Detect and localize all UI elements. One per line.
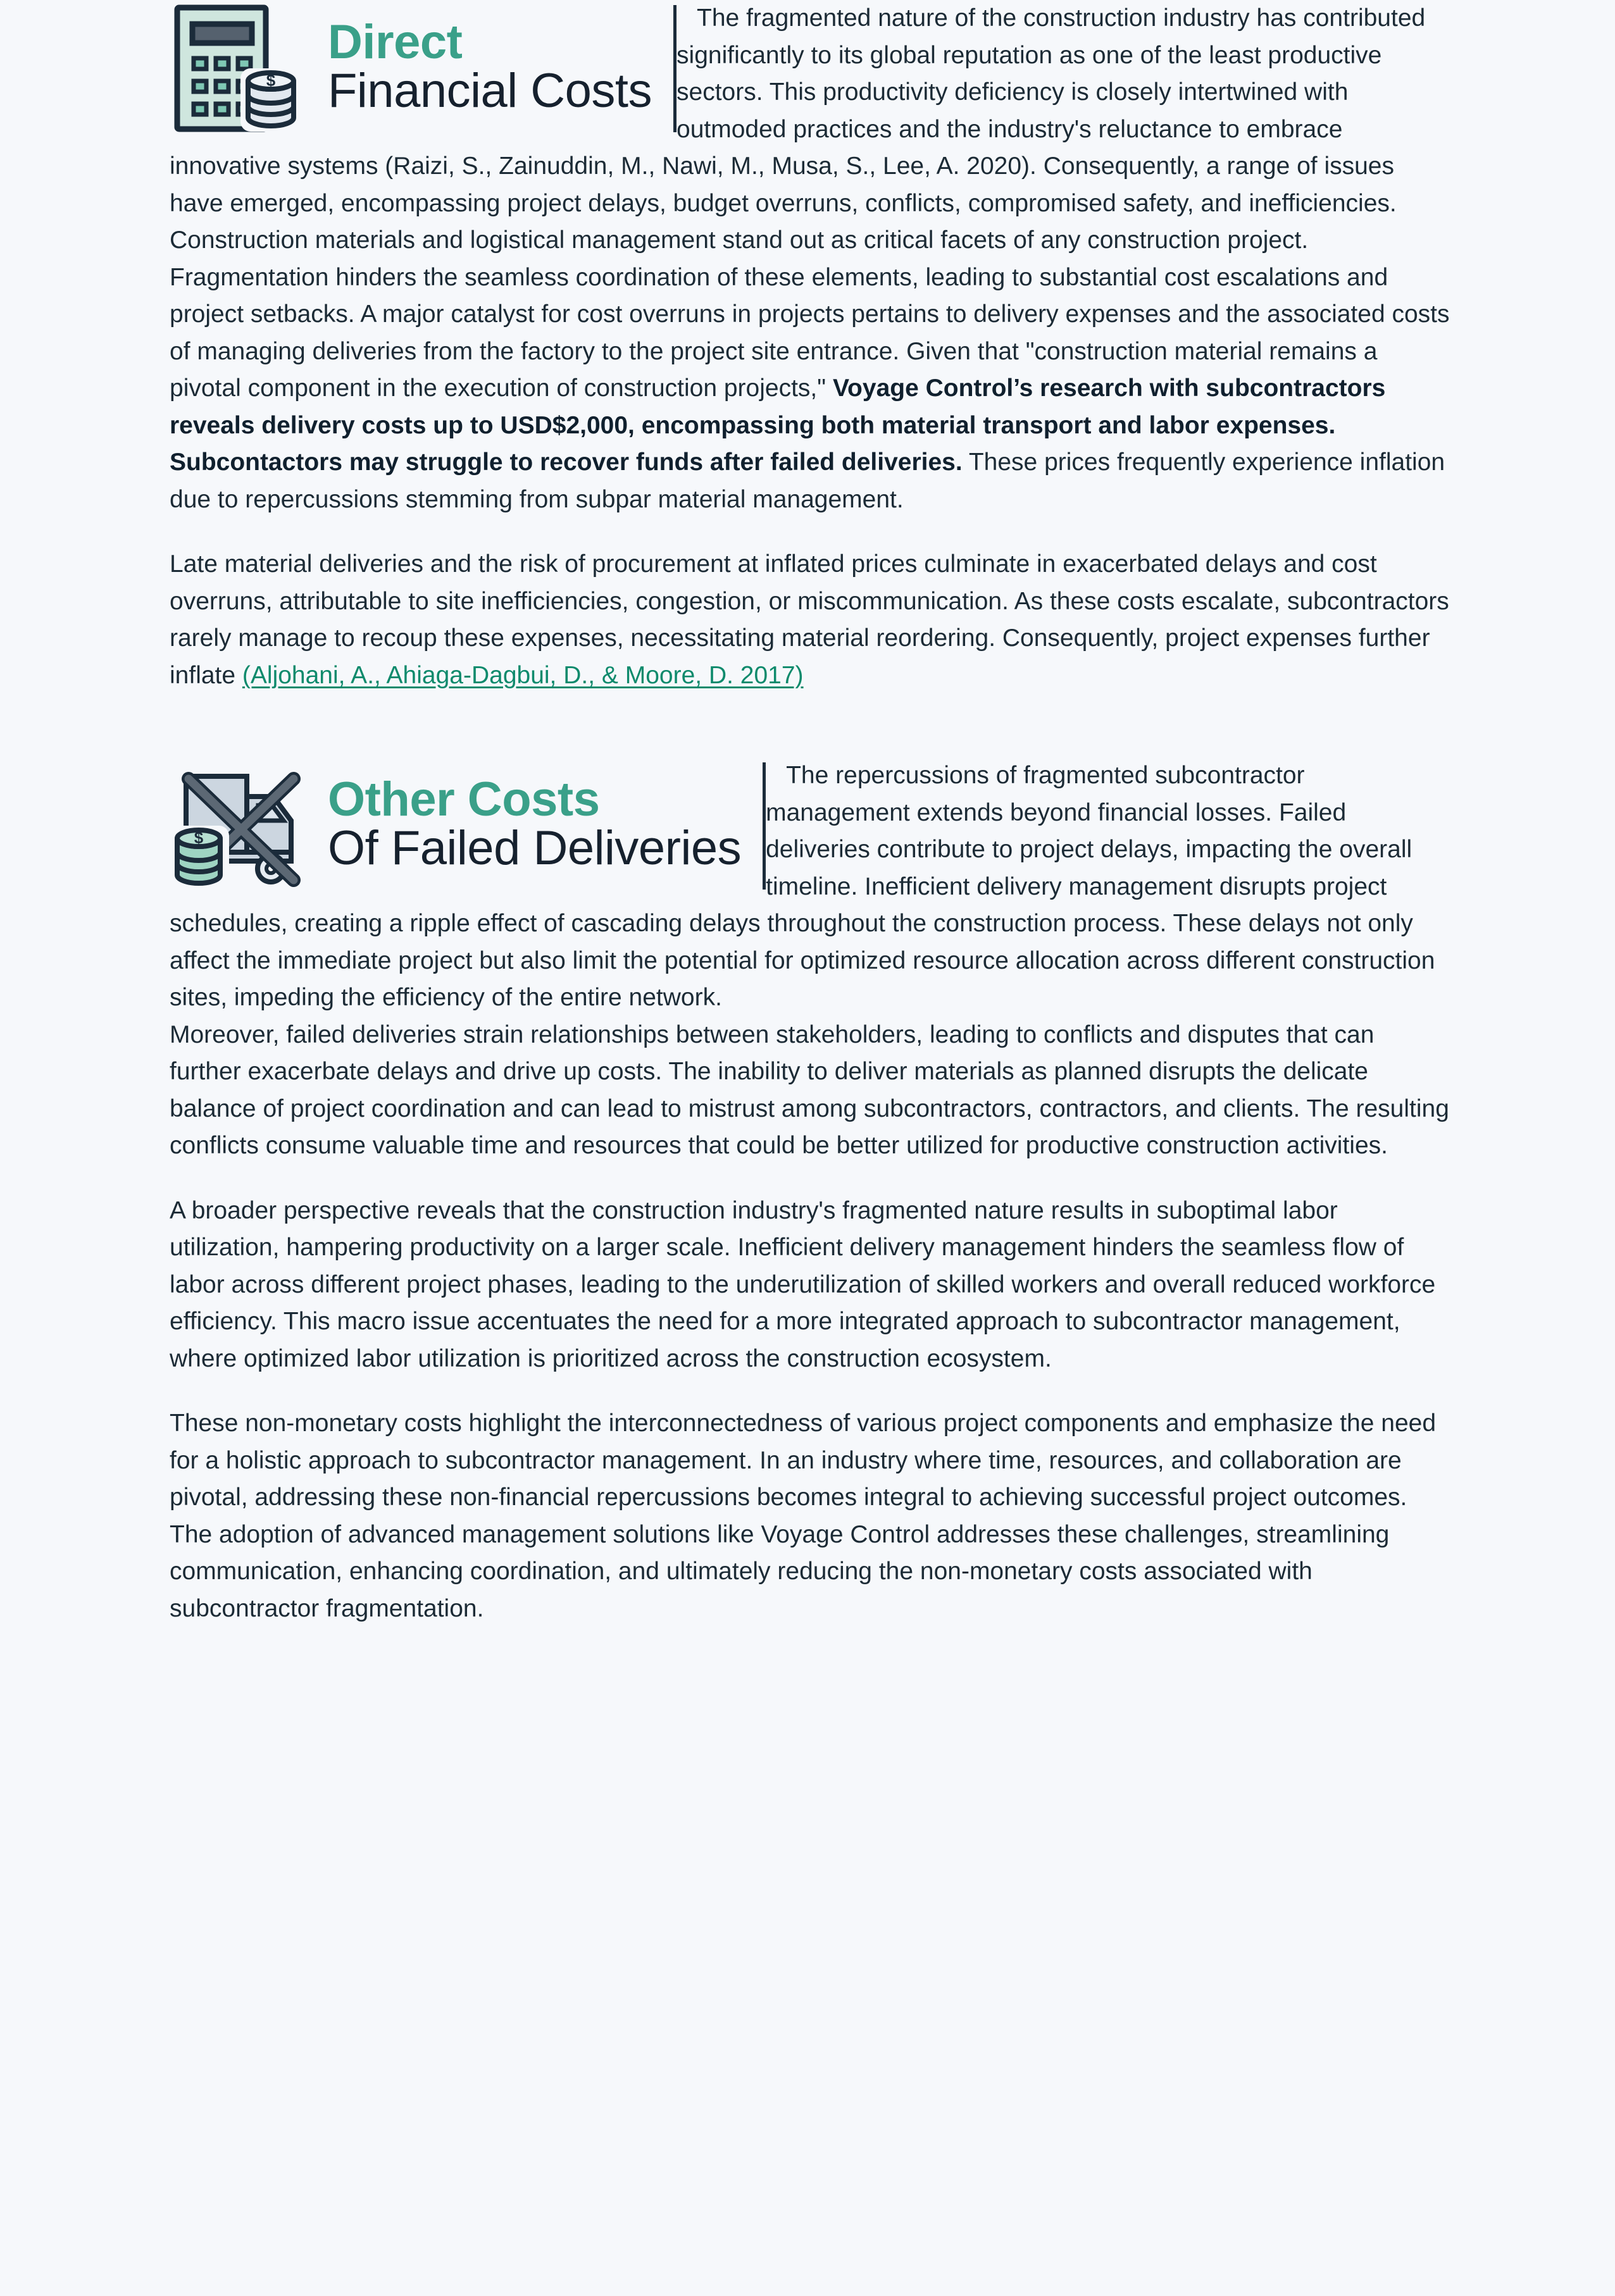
section-direct-financial-costs xyxy=(170,0,1450,694)
svg-text:$: $ xyxy=(194,828,204,847)
section-titles xyxy=(315,772,763,876)
section-intro-text: The fragmented nature of the construction industry has contributed significantly to its global reputation as one of the least productive sectors. This productivity deficiency is closely xyxy=(677,4,1426,106)
section-spacer xyxy=(170,694,1450,757)
paragraph-text-tail: These prices frequently experience inflation due to repercussions stemming from subpar material management. xyxy=(170,449,1445,513)
paragraph-strained-relationships xyxy=(170,1017,1450,1165)
failed-truck-delivery-coins-icon xyxy=(170,757,315,893)
paragraph-materials-logistics xyxy=(170,222,1450,518)
calculator-coins-icon xyxy=(170,0,315,136)
paragraph-non-monetary-costs xyxy=(170,1405,1450,1627)
citation-link[interactable]: (Aljohani, A., Ahiaga-Dagbui, D., & Moore, D. 2017) xyxy=(242,661,804,689)
paragraph-bold-emphasis: Voyage Control’s research with subcontractors reveals delivery costs up to USD$2,000, encompassing both material transport and labor expenses. Subcontactors may struggle to recover funds after failed deliveries. xyxy=(170,375,1386,476)
section-intro-continuation: intertwined with outmoded practices and the industry's reluctance to embrace innovative systems (Raizi, S., Zainuddin, M., Nawi, M., Musa, S., Lee, A. 2020). Consequently, a range of issues have emerged, encompassing project delays, budget overruns, conflicts, compromised safety, and inefficiencies. xyxy=(170,78,1397,217)
section-header xyxy=(170,0,677,136)
paragraph-text-lead: Construction materials and logistical management stand out as critical facets of any construction project. Fragmentation hinders the seamless coordination of these elements, leading to substantial cost escalations and project setbacks. A major catalyst for cost overruns in projects pertains to delivery expenses and the associated costs of managing deliveries from the factory to the project site entrance. Given that "construction material remains a pivotal component in the execution of construction projects," xyxy=(170,226,1450,402)
section-intro-continuation: project delays, impacting the overall timeline. Inefficient delivery management disrupts project schedules, creating a ripple effect of cascading delays throughout the construction process. These delays not only affect the immediate project but also limit the potential for optimized resource allocation across different construction sites, impeding the efficiency of the entire network. xyxy=(170,836,1435,1011)
section-other-costs-failed-deliveries xyxy=(170,757,1450,1627)
section-titles xyxy=(315,15,673,118)
paragraph-late-deliveries xyxy=(170,546,1450,694)
paragraph-text: A broader perspective reveals that the construction industry's fragmented nature results in suboptimal labor utilization, hampering productivity on a larger scale. Inefficient delivery management hinders the seamless flow of labor across different project phases, leading to the underutilization of skilled workers and overall reduced workforce efficiency. This macro issue accentuates the need for a more integrated approach to subcontractor management, where optimized labor utilization is prioritized across the construction ecosystem. xyxy=(170,1196,1436,1372)
section-title-bottom: Of Failed Deliveries xyxy=(328,821,742,876)
section-title-top: Other Costs xyxy=(328,772,600,826)
section-title-bottom: Financial Costs xyxy=(328,64,652,118)
paragraph-text-lead: Late material deliveries and the risk of procurement at inflated prices culminate in exacerbated delays and cost overruns, attributable to site inefficiencies, congestion, or miscommunication. As these costs escalate, subcontractors rarely manage to recoup these expenses, necessitating material reordering. Consequently, project expenses further inflate xyxy=(170,550,1449,689)
paragraph-text: Moreover, failed deliveries strain relationships between stakeholders, leading to conflicts and disputes that can further exacerbate delays and drive up costs. The inability to deliver materials as planned disrupts the delicate balance of project coordination and can lead to mistrust among subcontractors, contractors, and clients. The resulting conflicts consume valuable time and resources that could be better utilized for productive construction activities. xyxy=(170,1021,1449,1159)
paragraph-text: These non-monetary costs highlight the interconnectedness of various project components and emphasize the need for a holistic approach to subcontractor management. In an industry where time, resources, and collaboration are pivotal, addressing these non-financial repercussions becomes integral to achieving successful project outcomes. The adoption of advanced management solutions like Voyage Control addresses these challenges, streamlining communication, enhancing coordination, and ultimately reducing the non-monetary costs associated with subcontractor fragmentation. xyxy=(170,1410,1437,1622)
svg-text:$: $ xyxy=(266,71,276,90)
section-title-top: Direct xyxy=(328,15,463,69)
section-header xyxy=(170,757,766,893)
section-intro-text: The repercussions of fragmented subcontractor management extends beyond financial losses. Failed deliveries contribute to xyxy=(766,762,1347,863)
paragraph-labor-utilization xyxy=(170,1193,1450,1378)
